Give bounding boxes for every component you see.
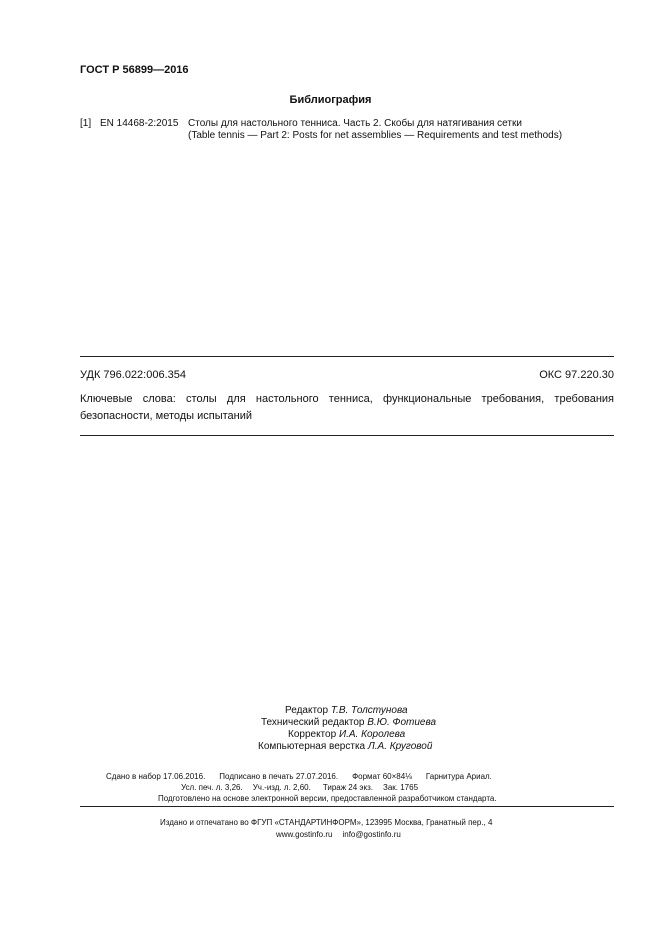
editor-line	[285, 705, 408, 716]
tech-editor-name: В.Ю. Фотиева	[367, 717, 437, 728]
email-link[interactable]: info@gostinfo.ru	[342, 830, 401, 839]
typeface: Гарнитура Ариал.	[425, 772, 492, 781]
reference-number: [1]	[80, 118, 92, 129]
publisher-contacts	[276, 830, 401, 839]
layout-name: Л.А. Круговой	[367, 741, 433, 752]
corrector-label: Корректор	[288, 729, 337, 740]
circulation: Тираж 24 экз.	[322, 783, 373, 792]
paper-format: Формат 60×84⅛	[352, 772, 412, 781]
corrector-line	[288, 729, 405, 740]
oks-code: ОКС 97.220.30	[539, 369, 614, 381]
reference-title-en: (Table tennis — Part 2: Posts for net assemblies — Requirements and test methods)	[188, 130, 563, 141]
reference-standard-code: EN 14468-2:2015	[100, 118, 179, 129]
order-number: Зак. 1765	[383, 783, 419, 792]
layout-line	[258, 741, 432, 752]
imprint-line-3: Подготовлено на основе электронной версии, предоставленной разработчиком стандарта.	[158, 794, 497, 803]
keywords-paragraph: Ключевые слова: столы для настольного тенниса, функциональные требования, требования безопасности, методы испытаний	[80, 393, 614, 422]
editor-name: Т.В. Толстунова	[330, 705, 408, 716]
layout-label: Компьютерная верстка	[258, 741, 366, 752]
divider-bottom	[80, 806, 614, 807]
divider-top	[80, 356, 614, 357]
publisher-sheets: Уч.-изд. л. 2,60.	[252, 783, 311, 792]
printed-sheets: Усл. печ. л. 3,26.	[181, 783, 243, 792]
udc-code: УДК 796.022:006.354	[80, 369, 186, 381]
corrector-name: И.А. Королева	[338, 729, 406, 740]
divider-middle	[80, 435, 614, 436]
editor-label: Редактор	[285, 705, 329, 716]
tech-editor-label: Технический редактор	[261, 717, 365, 728]
document-code: ГОСТ Р 56899—2016	[80, 64, 189, 76]
typeset-date: Сдано в набор 17.06.2016.	[106, 772, 206, 781]
bibliography-heading: Библиография	[289, 94, 372, 106]
publisher-line: Издано и отпечатано во ФГУП «СТАНДАРТИНФОРМ», 123995 Москва, Гранатный пер., 4	[160, 818, 493, 827]
print-signed-date: Подписано в печать 27.07.2016.	[219, 772, 339, 781]
reference-title-ru: Столы для настольного тенниса. Часть 2. Скобы для натягивания сетки	[188, 118, 522, 129]
website-link[interactable]: www.gostinfo.ru	[276, 830, 333, 839]
imprint-line-2	[181, 783, 418, 792]
imprint-line-1	[106, 772, 492, 781]
tech-editor-line	[261, 717, 436, 728]
